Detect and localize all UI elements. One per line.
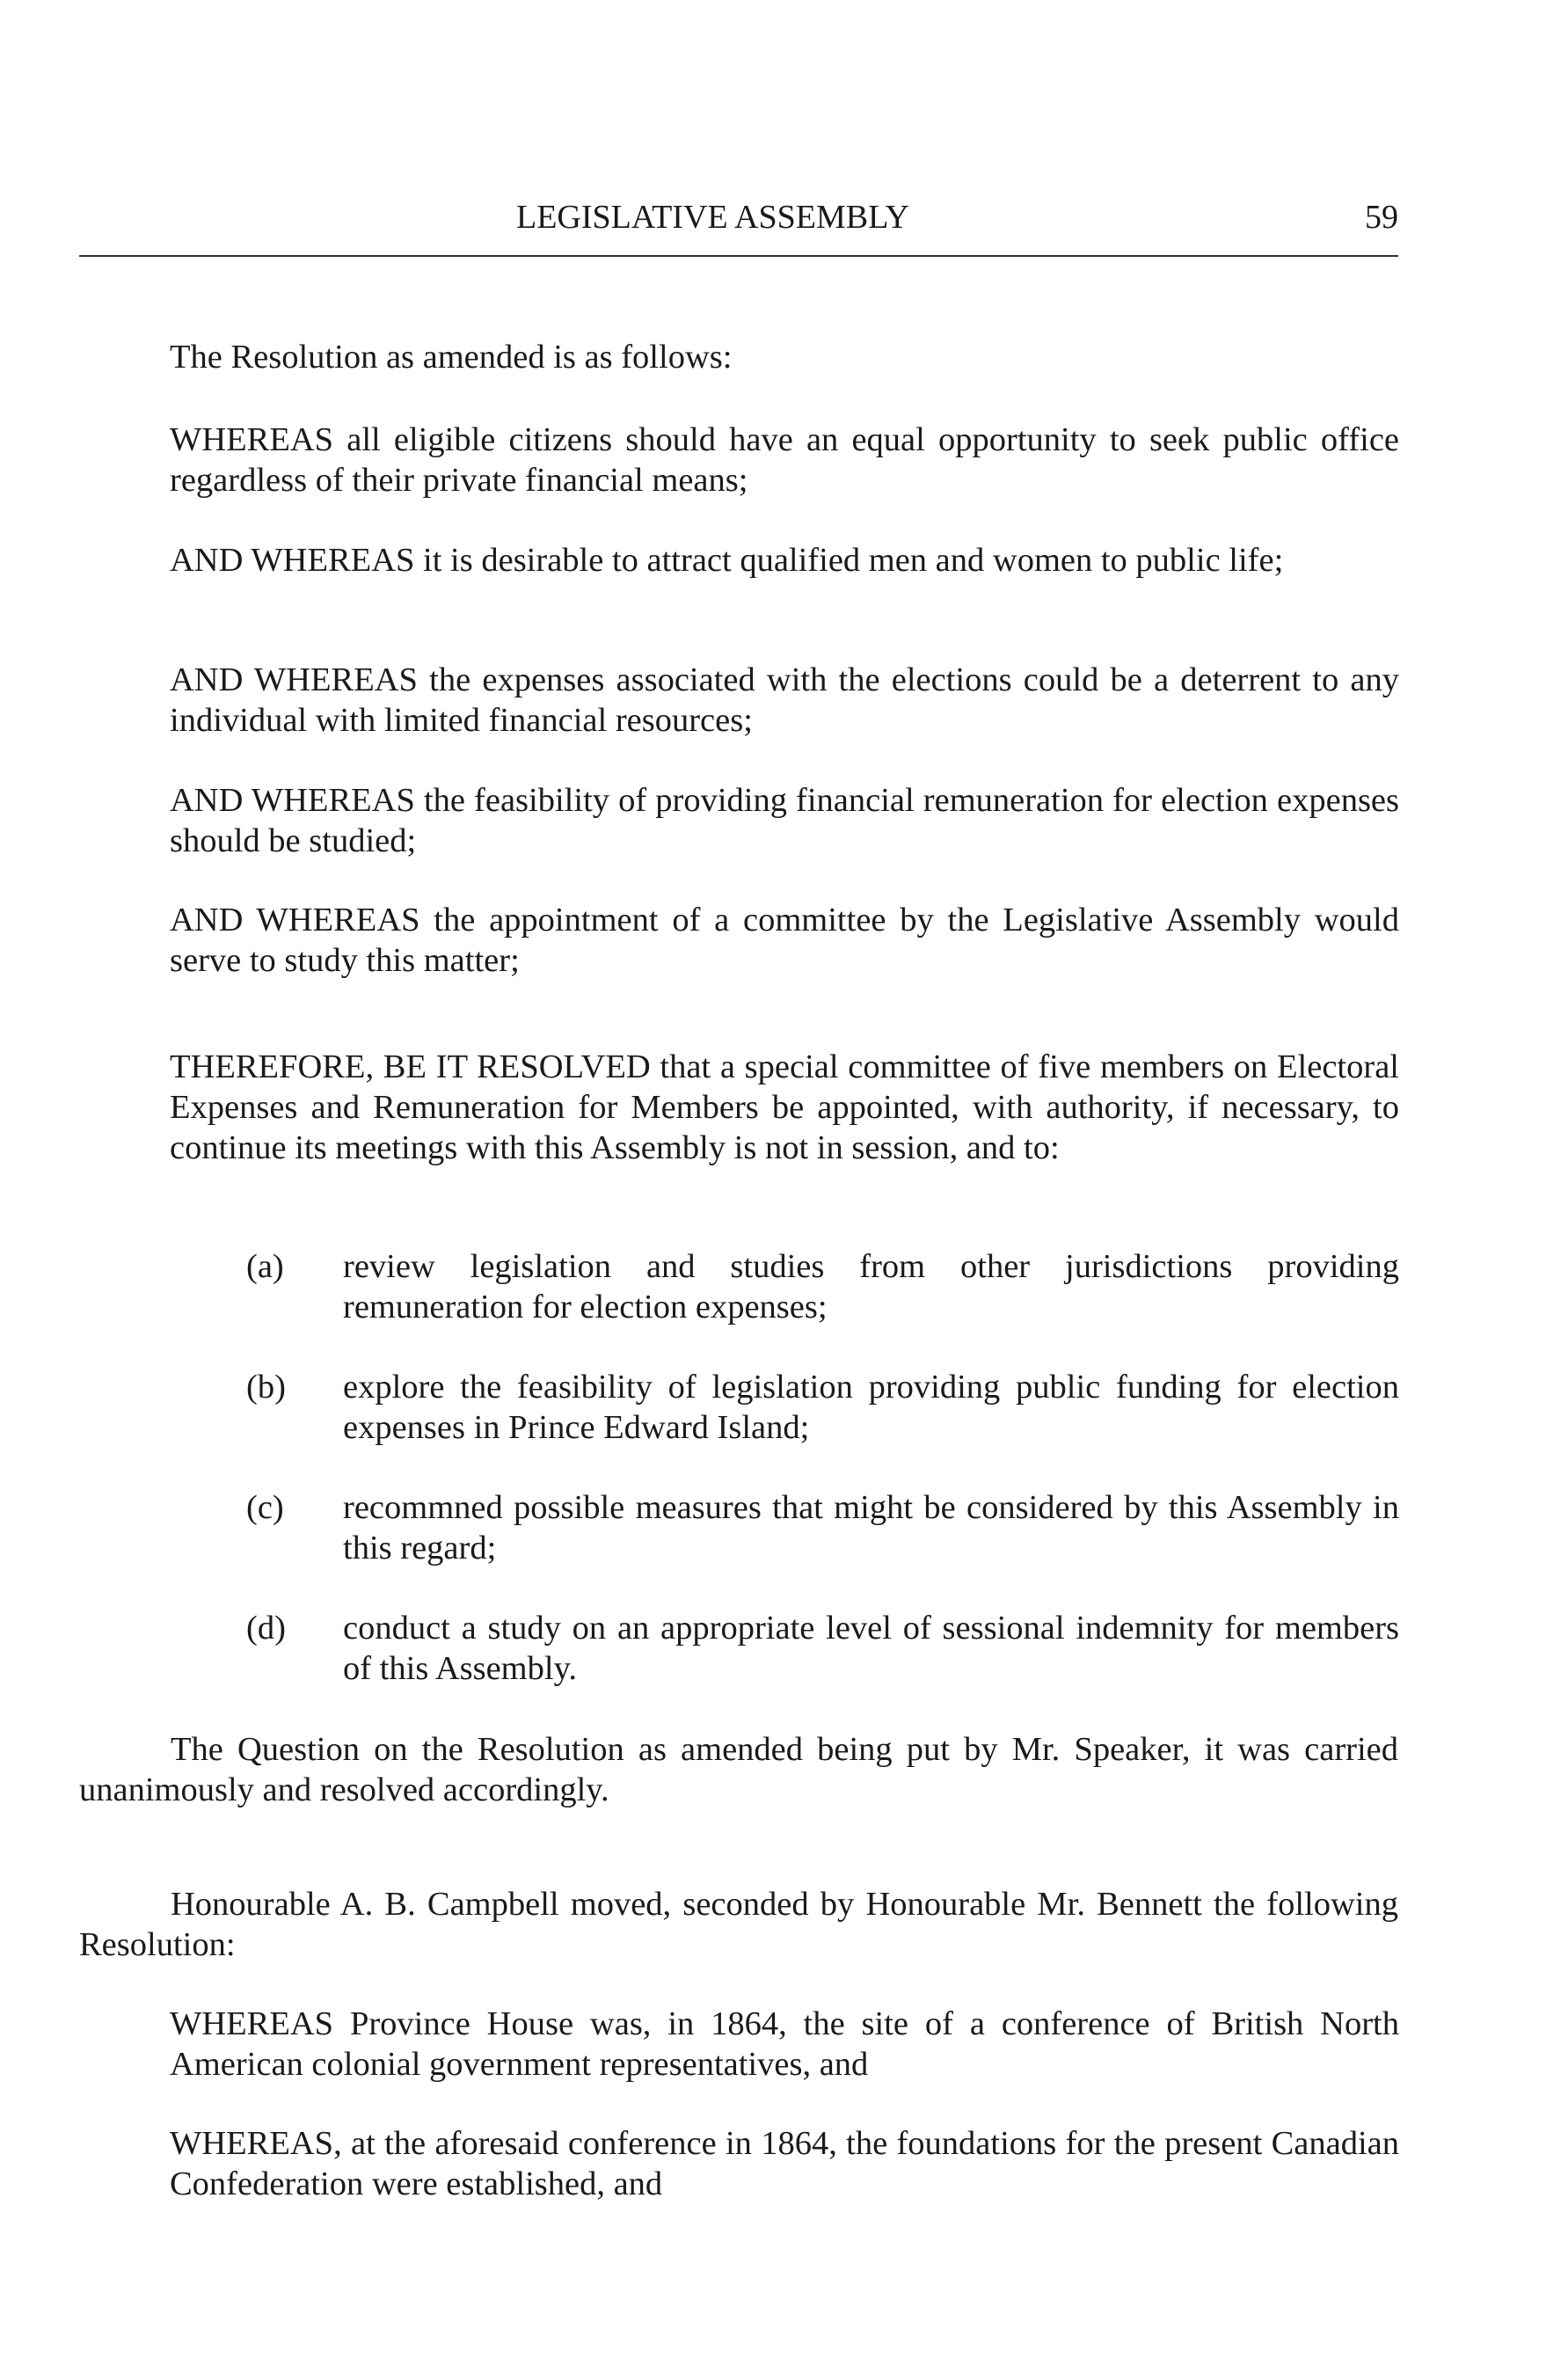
item-text: conduct a study on an appropriate level of sessional indemnity for members of this Assembly. xyxy=(343,1610,1399,1687)
item-text: review legislation and studies from other jurisdictions providing remuneration for election expenses; xyxy=(343,1248,1399,1325)
motion-paragraph: Honourable A. B. Campbell moved, seconded by Honourable Mr. Bennett the following Resolution: xyxy=(79,1886,1398,1963)
resolved-paragraph: THEREFORE, BE IT RESOLVED that a special committee of five members on Electoral Expenses and Remuneration for Members be appointed, with authority, if necessary, to continue its meetings with this Assembly is not in session, and to: xyxy=(170,1048,1399,1166)
intro-paragraph: The Resolution as amended is as follows: xyxy=(170,339,733,376)
item-text: explore the feasibility of legislation providing public funding for election expenses in Prince Edward Island; xyxy=(343,1369,1399,1446)
whereas-paragraph: WHEREAS Province House was, in 1864, the site of a conference of British North American colonial government representatives, and xyxy=(170,2005,1399,2083)
page-number: 59 xyxy=(1365,199,1398,236)
header-rule xyxy=(79,255,1398,257)
whereas-paragraph: WHEREAS all eligible citizens should have an equal opportunity to seek public office regardless of their private financial means; xyxy=(170,421,1399,499)
item-label: (a) xyxy=(246,1248,284,1285)
item-label: (b) xyxy=(246,1369,286,1406)
whereas-paragraph: WHEREAS, at the aforesaid conference in 1864, the foundations for the present Canadian Confederation were established, and xyxy=(170,2125,1399,2202)
whereas-paragraph: AND WHEREAS it is desirable to attract qualified men and women to public life; xyxy=(170,542,1284,579)
item-label: (d) xyxy=(246,1610,286,1647)
header-title: LEGISLATIVE ASSEMBLY xyxy=(516,199,909,236)
whereas-paragraph: AND WHEREAS the expenses associated with the elections could be a deterrent to any individual with limited financial resources; xyxy=(170,661,1399,739)
whereas-paragraph: AND WHEREAS the feasibility of providing financial remuneration for election expenses should be studied; xyxy=(170,782,1399,859)
whereas-paragraph: AND WHEREAS the appointment of a committee by the Legislative Assembly would serve to study this matter; xyxy=(170,902,1399,979)
page-header xyxy=(79,195,1398,239)
question-paragraph: The Question on the Resolution as amended being put by Mr. Speaker, it was carried unanimously and resolved accordingly. xyxy=(79,1731,1398,1808)
item-label: (c) xyxy=(246,1489,284,1526)
item-text: recommned possible measures that might be considered by this Assembly in this regard; xyxy=(343,1489,1399,1566)
